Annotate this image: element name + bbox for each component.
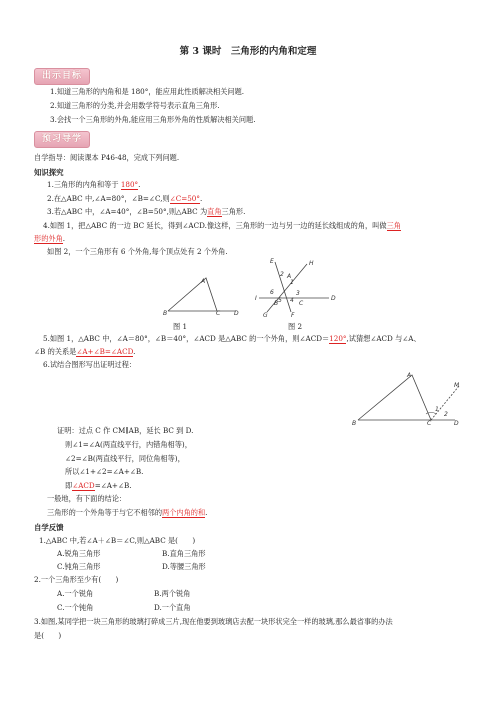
fig2-label-5: 5 [278, 297, 282, 304]
fig1-label-A: A [201, 278, 206, 285]
question-k2: 2.在△ABC 中,∠A=80°，∠B=∠C,则∠C=50°. [47, 194, 203, 203]
fig2-label-1: 1 [290, 279, 294, 286]
answer-k4b: 形的外角 [34, 234, 63, 243]
fig2-label-3: 3 [296, 290, 300, 297]
self-study-guide: 自学指导：阅读课本 P46-48，完成下列问题. [34, 153, 180, 162]
question-3-line2: 是( ) [34, 631, 62, 640]
fig1-label-B: B [163, 310, 168, 316]
proof-line-5: 即∠ACD=∠A+∠B. [65, 481, 132, 490]
fig2-label-I: I [255, 295, 257, 302]
answer-k5b: ∠A+∠B=∠ACD [76, 347, 134, 356]
section-banner-preview: 预习导学 [34, 131, 90, 148]
fig3-label-1: 1 [435, 406, 439, 413]
goal-2: 2.知道三角形的分类,并会用数学符号表示直角三角形. [50, 101, 220, 110]
goal-1: 1.知道三角形的内角和是 180°，能应用此性质解决相关问题. [50, 87, 245, 96]
fig2-label-G: G [263, 312, 268, 319]
answer-k2: ∠C=50° [169, 194, 200, 203]
proof-line-1: 证明：过点 C 作 CM∥AB，延长 BC 到 D. [57, 426, 194, 435]
fig1-label-C: C [216, 310, 221, 316]
section-feedback: 自学反馈 [34, 523, 64, 532]
proof-line-4: 所以∠1+∠2=∠A+∠B. [65, 467, 144, 476]
question-k4-line1: 4.如图 1，把△ABC 的一边 BC 延长，得到∠ACD.像这样，三角形的一边与另一边的延长线组成的角，叫做三角 [43, 221, 401, 230]
q1-option-d: D.等腰三角形 [162, 562, 206, 571]
section-knowledge: 知识探究 [34, 168, 64, 177]
figure-1 [160, 272, 250, 316]
answer-k3: 直角 [207, 207, 222, 216]
fig2-label-6: 6 [270, 289, 274, 296]
fig3-label-M: M [454, 382, 460, 389]
fig2-label-C: C [299, 300, 304, 307]
goal-3: 3.会找一个三角形的外角,能应用三角形外角的性质解决相关问题. [50, 115, 256, 124]
fig2-label-4: 4 [290, 297, 294, 304]
q2-option-c: C.一个钝角 [57, 603, 94, 612]
q1-option-c: C.钝角三角形 [57, 562, 101, 571]
section-banner-goals: 出示目标 [34, 68, 90, 85]
proof-line-3: ∠2=∠B(两直线平行，同位角相等)， [65, 454, 185, 463]
answer-proof: ∠ACD [72, 481, 95, 490]
fig3-triangle [358, 375, 431, 420]
fig2-label-F: F [291, 312, 295, 319]
fig3-label-D: D [454, 420, 459, 426]
fig2-label-H: H [309, 260, 314, 267]
fig2-label-A: A [287, 273, 292, 280]
fig2-label-B: B [274, 300, 279, 307]
fig1-label-D: D [234, 310, 239, 316]
q2-option-a: A.一个锐角 [57, 589, 94, 598]
fig3-label-B: B [352, 420, 357, 426]
figure-2 [254, 254, 340, 319]
figure-2-caption: 图 2 [288, 322, 303, 331]
question-3-line1: 3.如图,某同学把一块三角形的玻璃打碎成三片,现在他要到玻璃店去配一块形状完全一样的玻璃,那么最省事的办法 [34, 617, 393, 626]
question-k1: 1.三角形的内角和等于 180°. [47, 180, 141, 189]
q2-option-d: D.一个直角 [154, 603, 191, 612]
page-title: 第 3 课时 三角形的内角和定理 [179, 46, 317, 57]
q1-option-a: A.锐角三角形 [57, 549, 101, 558]
proof-line-2: 则∠1=∠A(两直线平行，内错角相等)， [65, 440, 192, 449]
question-1: 1.△ABC 中,若∠A＋∠B＝∠C,则△ABC 是( ) [39, 536, 196, 545]
question-k3: 3.若△ABC 中，∠A=40°，∠B=50°,则△ABC 为直角三角形. [47, 207, 246, 216]
fig2-label-E: E [270, 258, 274, 265]
question-k5-line2: ∠B 的关系是∠A+∠B=∠ACD. [34, 347, 136, 356]
fig3-label-A: A [407, 372, 412, 379]
question-k6: 6.试结合图形写出证明过程： [43, 360, 137, 369]
figure-3 [348, 370, 463, 426]
figure-1-caption: 图 1 [173, 322, 188, 331]
fig1-triangle [168, 278, 217, 311]
answer-conclusion: 两个内角的和 [162, 508, 206, 517]
q2-option-b: B.两个锐角 [154, 589, 191, 598]
fig2-label-D: D [331, 295, 336, 302]
fig3-label-2: 2 [444, 411, 448, 418]
fig3-label-C: C [427, 420, 432, 426]
question-k5-line1: 5.如图 1，△ABC 中，∠A＝80°，∠B＝40°，∠ACD 是△ABC 的一个外角，则∠ACD＝120°,试猜想∠ACD 与∠A、 [43, 334, 421, 343]
question-k4-sub: 如图 2，一个三角形有 6 个外角,每个顶点处有 2 个外角. [47, 247, 228, 256]
q1-option-b: B.直角三角形 [162, 549, 206, 558]
answer-k5a: 120° [329, 334, 347, 343]
conclusion: 三角形的一个外角等于与它不相邻的两个内角的和. [47, 508, 208, 517]
answer-k1: 180° [120, 180, 139, 189]
answer-k4a: 三角 [386, 221, 401, 230]
fig2-label-2: 2 [280, 271, 284, 278]
proof-line-6: 一般地，有下面的结论： [47, 494, 127, 503]
question-2: 2.一个三角形至少有( ) [34, 575, 119, 584]
question-k4-line2: 形的外角. [34, 234, 66, 243]
